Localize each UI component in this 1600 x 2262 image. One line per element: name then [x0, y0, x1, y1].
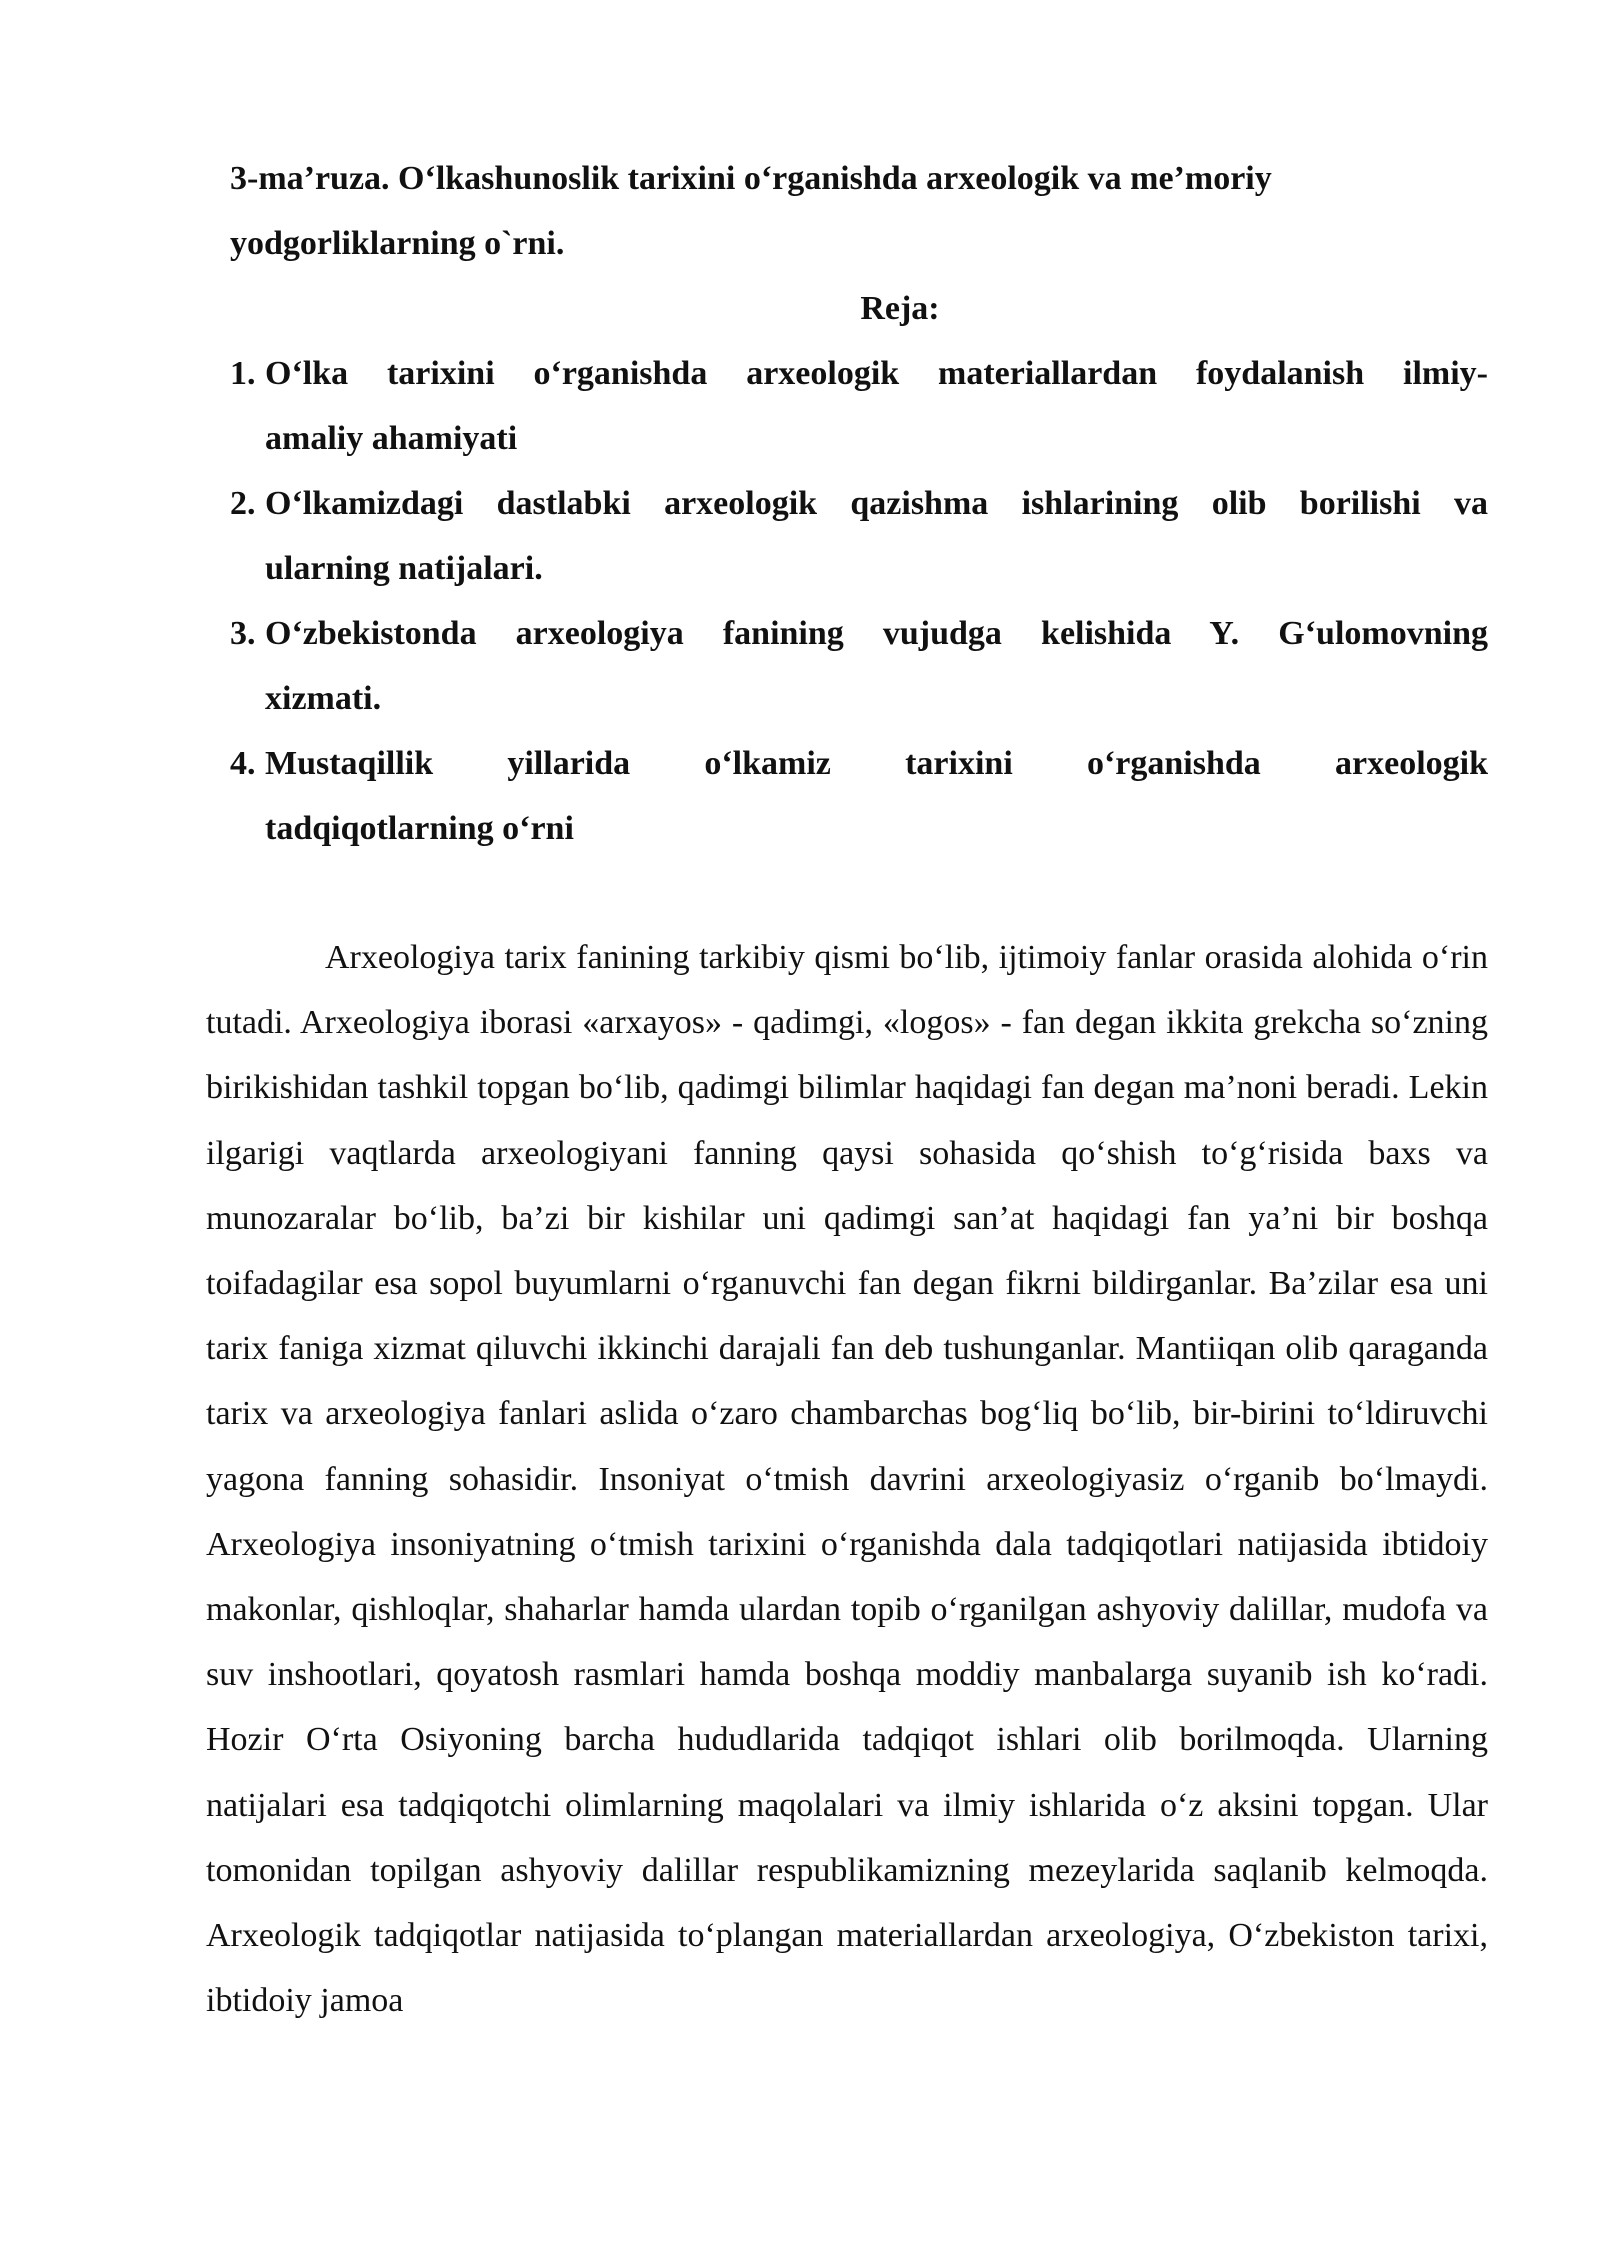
- plan-item-line: xizmati.: [265, 680, 382, 717]
- plan-heading: Reja:: [860, 290, 940, 327]
- plan-item-line: O‘lka tarixini o‘rganishda arxeologik materiallardan foydalanish ilmiy-: [265, 355, 1488, 392]
- plan-item: [230, 601, 1488, 731]
- plan-item-text: [265, 341, 1488, 471]
- plan-item-line: ularning natijalari.: [265, 550, 543, 587]
- plan-item-number: 1.: [230, 355, 256, 392]
- plan-item-number: 4.: [230, 745, 256, 782]
- plan-item-text: [265, 471, 1488, 601]
- body-paragraph: Arxeologiya tarix fanining tarkibiy qismi bo‘lib, ijtimoiy fanlar orasida alohida o‘rin tutadi. Arxeologiya iborasi «arxayos» - qadimgi, «logos» - fan degan ikkita grekcha so‘zning birikishidan tashkil topgan bo‘lib, qadimgi bilimlar haqidagi fan degan ma’noni beradi. Lekin ilgarigi vaqtlarda arxeologiyani fanning qaysi sohasida qo‘shish to‘g‘risida baxs va munozaralar bo‘lib, ba’zi bir kishilar uni qadimgi san’at haqidagi fan ya’ni bir boshqa toifadagilar esa sopol buyumlarni o‘rganuvchi fan degan fikrni bildirganlar. Ba’zilar esa uni tarix faniga xizmat qiluvchi ikkinchi darajali fan deb tushunganlar. Mantiiqan olib qaraganda tarix va arxeologiya fanlari aslida o‘zaro chambarchas bog‘liq bo‘lib, bir-birini to‘ldiruvchi yagona fanning sohasidir. Insoniyat o‘tmish davrini arxeologiyasiz o‘rganib bo‘lmaydi. Arxeologiya insoniyatning o‘tmish tarixini o‘rganishda dala tadqiqotlari natijasida ibtidoiy makonlar, qishloqlar, shaharlar hamda ulardan topib o‘rganilgan ashyoviy dalillar, mudofa va suv inshootlari, qoyatosh rasmlari hamda boshqa moddiy manbalarga suyanib ish ko‘radi. Hozir O‘rta Osiyoning barcha hududlarida tadqiqot ishlari olib borilmoqda. Ularning natijalari esa tadqiqotchi olimlarning maqolalari va ilmiy ishlarida o‘z aksini topgan. Ular tomonidan topilgan ashyoviy dalillar respublikamizning mezeylarida saqlanib kelmoqda. Arxeologik tadqiqotlar natijasida to‘plangan materiallardan arxeologiya, O‘zbekiston tarixi, ibtidoiy jamoa: [206, 939, 1488, 2020]
- plan-item: [230, 731, 1488, 861]
- plan-item: [230, 471, 1488, 601]
- plan-item-number: 2.: [230, 485, 256, 522]
- plan-item: [230, 341, 1488, 471]
- plan-item-line: O‘lkamizdagi dastlabki arxeologik qazishma ishlarining olib borilishi va: [265, 485, 1488, 522]
- plan-item-text: [265, 731, 1488, 861]
- plan-item-text: [265, 601, 1488, 731]
- plan-item-number: 3.: [230, 615, 256, 652]
- plan-item-line: Mustaqillik yillarida o‘lkamiz tarixini o‘rganishda arxeologik: [265, 745, 1488, 782]
- lecture-title: 3-ma’ruza. O‘lkashunoslik tarixini o‘rganishda arxeologik va me’moriy yodgorliklarning o`rni.: [230, 160, 1272, 262]
- plan-item-line: O‘zbekistonda arxeologiya fanining vujudga kelishida Y. G‘ulomovning: [265, 615, 1488, 652]
- plan-list: [230, 341, 1488, 861]
- plan-item-line: amaliy ahamiyati: [265, 420, 518, 457]
- plan-item-line: tadqiqotlarning o‘rni: [265, 810, 574, 847]
